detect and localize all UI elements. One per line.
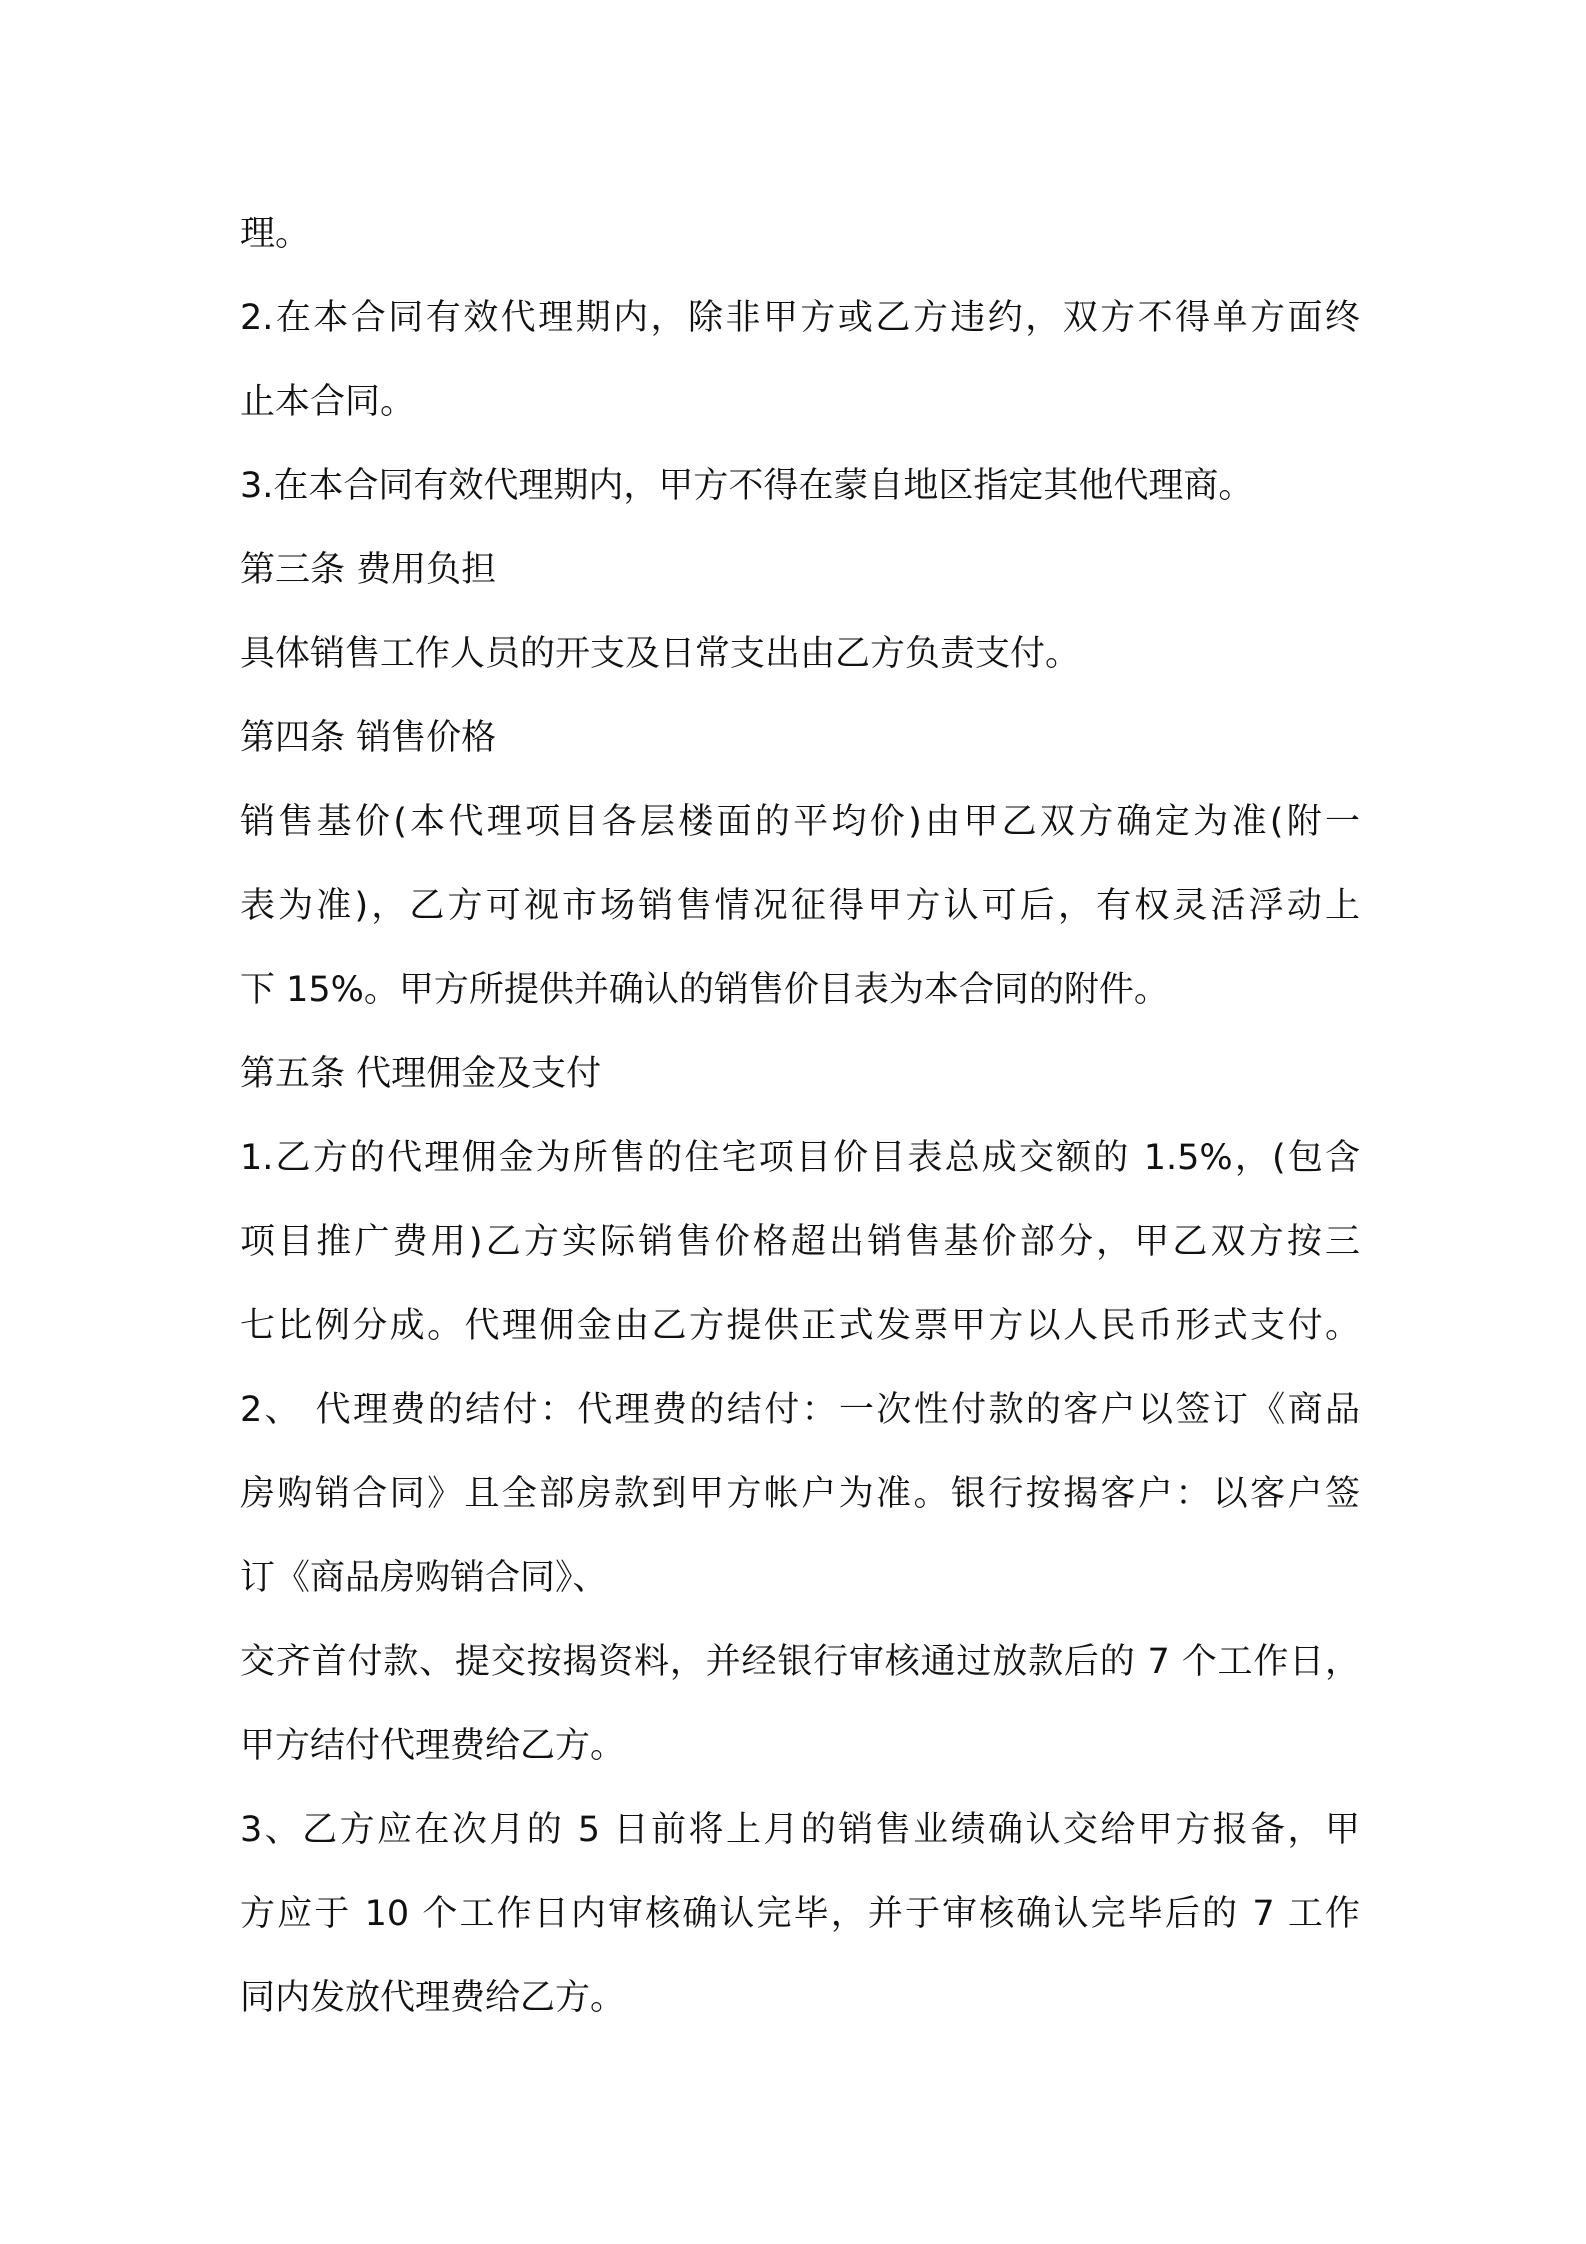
paragraph-line-1: 理。 xyxy=(240,214,311,254)
paragraph-line-15: 2、 代理费的结付：代理费的结付：一次性付款的客户以签订《商品 xyxy=(240,1390,1360,1430)
paragraph-line-4: 3.在本合同有效代理期内，甲方不得在蒙自地区指定其他代理商。 xyxy=(240,466,1254,506)
paragraph-line-14: 七比例分成。代理佣金由乙方提供正式发票甲方以人民币形式支付。 xyxy=(240,1306,1360,1346)
paragraph-line-13: 项目推广费用)乙方实际销售价格超出销售基价部分，甲乙双方按三 xyxy=(240,1222,1360,1262)
paragraph-line-16: 房购销合同》且全部房款到甲方帐户为准。银行按揭客户：以客户签 xyxy=(240,1474,1360,1514)
paragraph-line-19: 甲方结付代理费给乙方。 xyxy=(240,1726,626,1766)
paragraph-line-8: 销售基价(本代理项目各层楼面的平均价)由甲乙双方确定为准(附一 xyxy=(240,802,1360,842)
paragraph-line-21: 方应于 10 个工作日内审核确认完毕，并于审核确认完毕后的 7 工作 xyxy=(240,1894,1360,1934)
paragraph-line-20: 3、乙方应在次月的 5 日前将上月的销售业绩确认交给甲方报备，甲 xyxy=(240,1810,1360,1850)
paragraph-line-9: 表为准)，乙方可视市场销售情况征得甲方认可后，有权灵活浮动上 xyxy=(240,886,1360,926)
document-body xyxy=(240,192,1360,2040)
paragraph-line-22: 同内发放代理费给乙方。 xyxy=(240,1978,626,2018)
paragraph-line-3: 止本合同。 xyxy=(240,382,416,422)
paragraph-line-2: 2.在本合同有效代理期内，除非甲方或乙方违约，双方不得单方面终 xyxy=(240,298,1360,338)
paragraph-line-12: 1.乙方的代理佣金为所售的住宅项目价目表总成交额的 1.5%，(包含 xyxy=(240,1138,1360,1178)
section-heading-article-4: 第四条 销售价格 xyxy=(240,718,497,758)
section-heading-article-5: 第五条 代理佣金及支付 xyxy=(240,1054,602,1094)
paragraph-line-6: 具体销售工作人员的开支及日常支出由乙方负责支付。 xyxy=(240,634,1081,674)
paragraph-line-10: 下 15%。甲方所提供并确认的销售价目表为本合同的附件。 xyxy=(240,970,1169,1010)
paragraph-line-18: 交齐首付款、提交按揭资料，并经银行审核通过放款后的 7 个工作日， xyxy=(240,1642,1360,1682)
section-heading-article-3: 第三条 费用负担 xyxy=(240,550,497,590)
paragraph-line-17: 订《商品房购销合同》、 xyxy=(240,1558,608,1598)
